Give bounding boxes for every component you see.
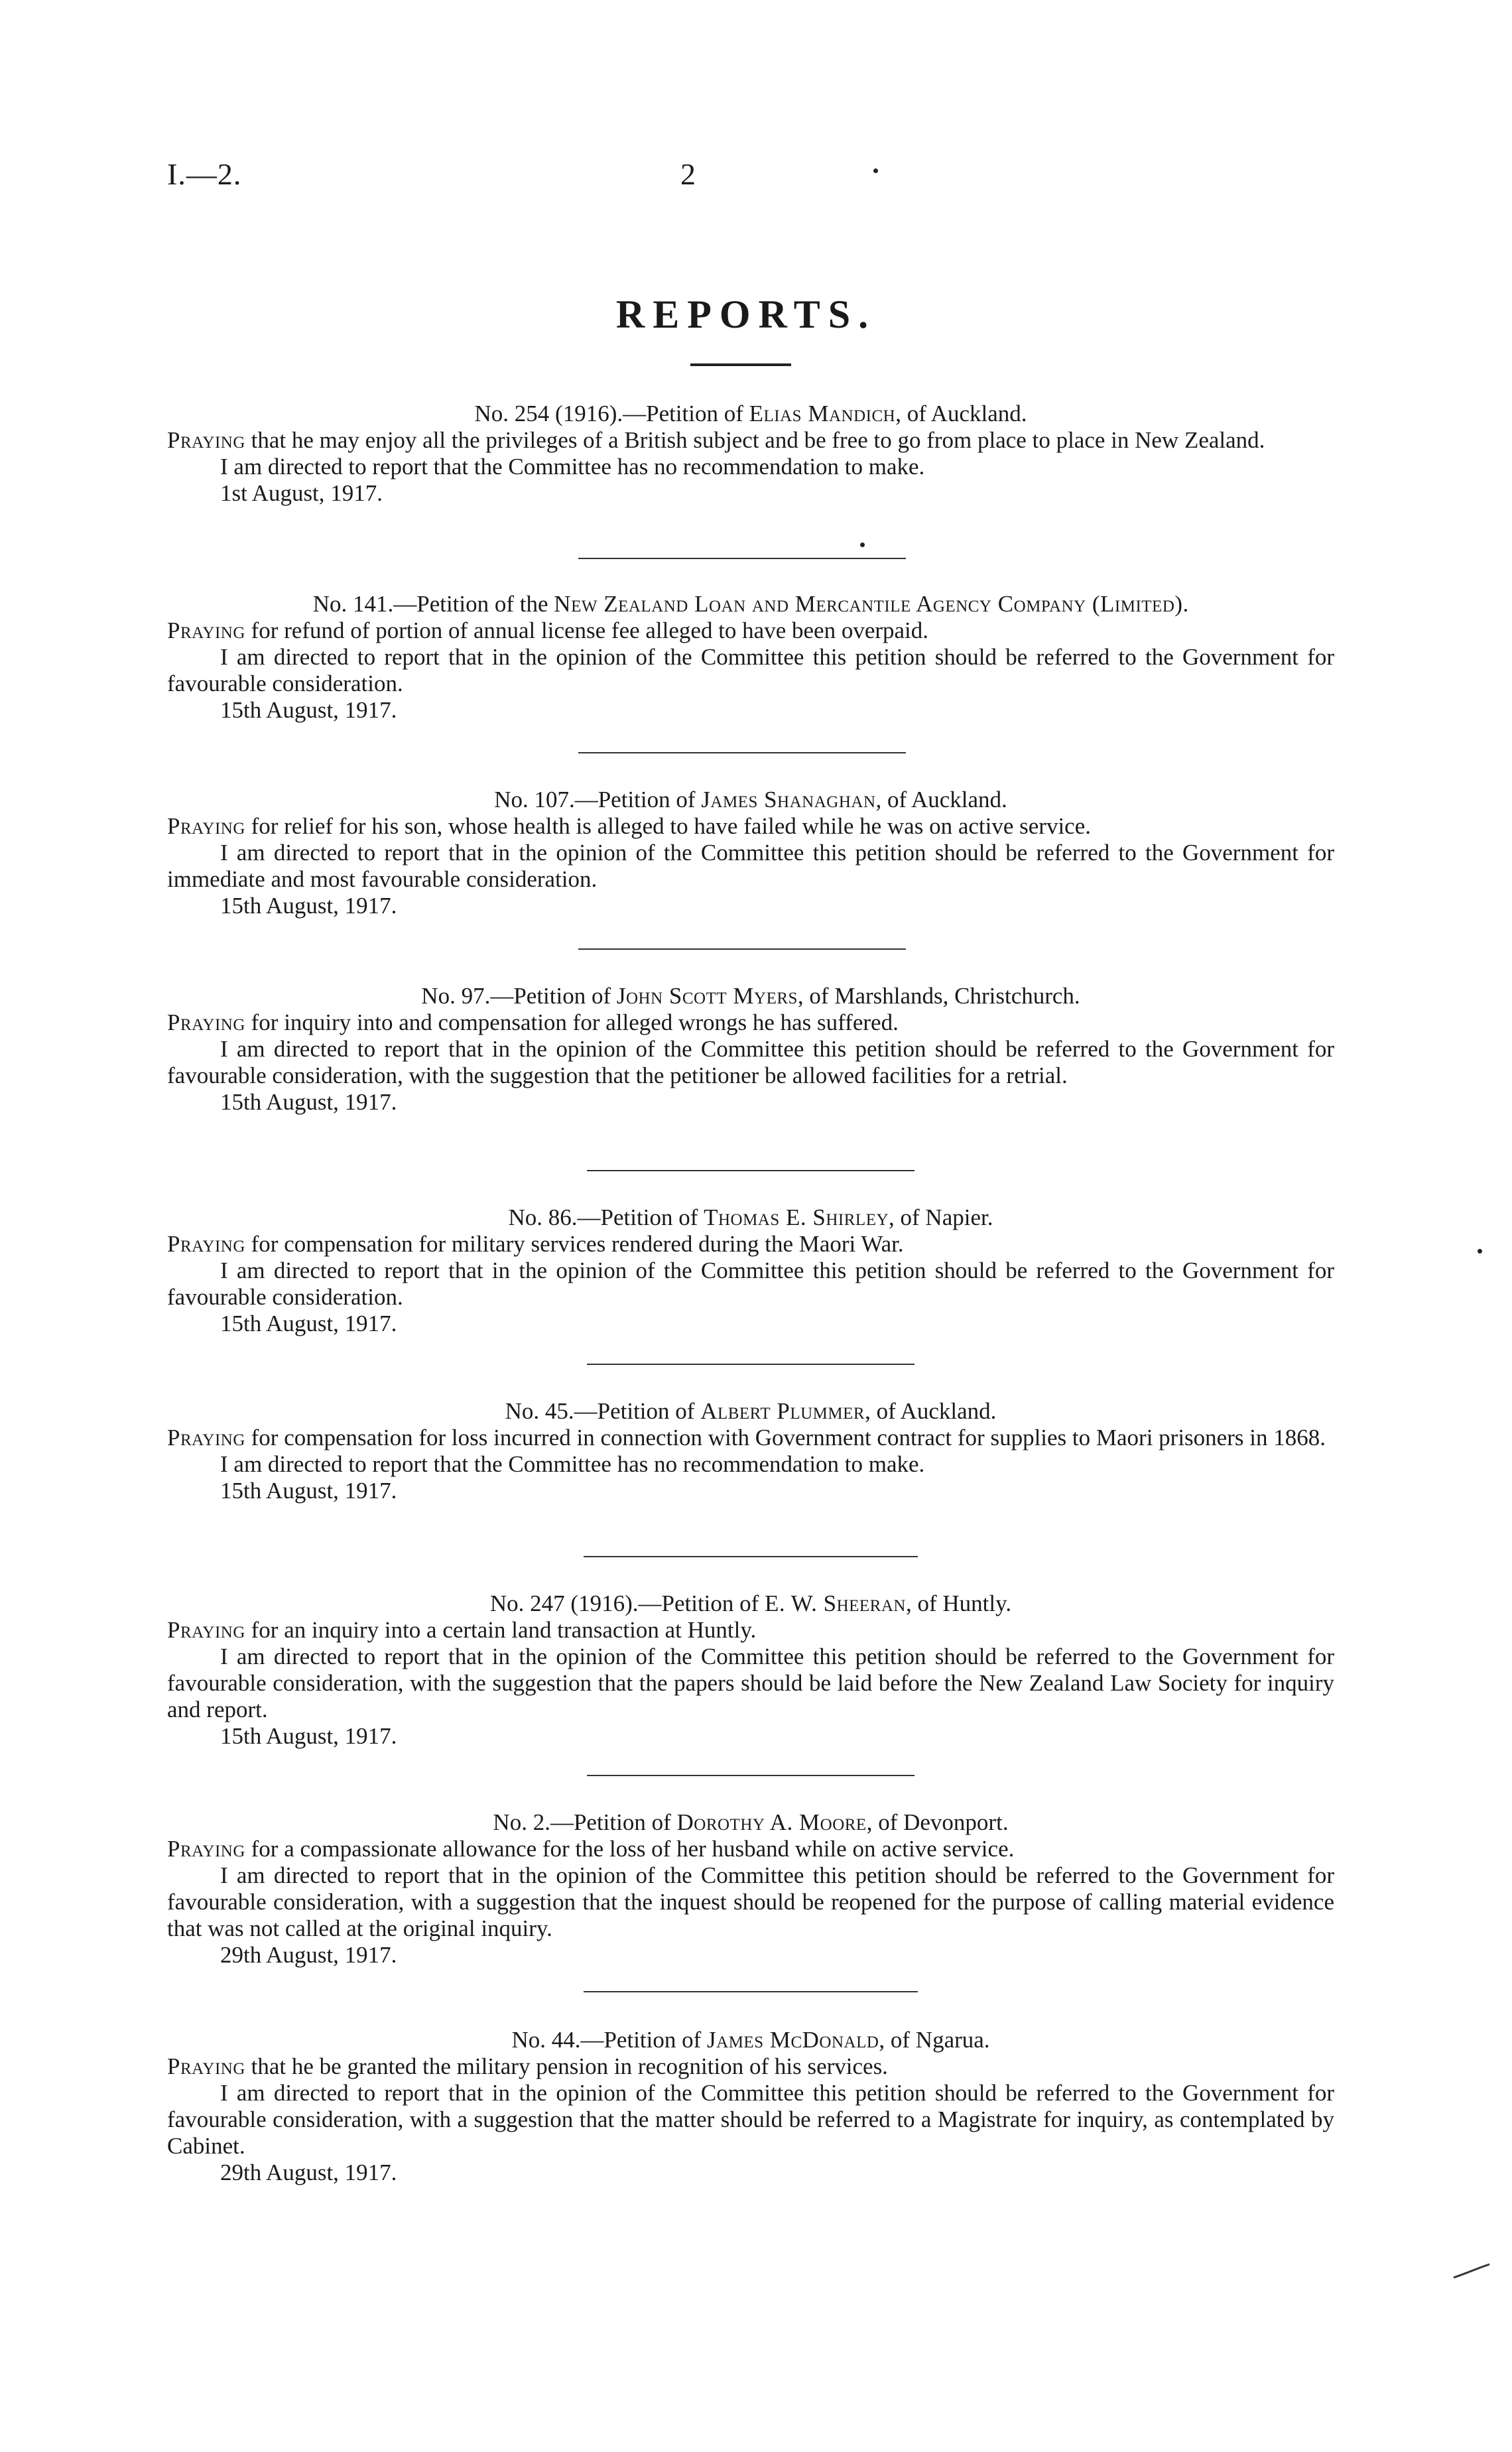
petition-entry [167,1809,1334,1968]
petitioner-name: John Scott Myers [616,983,798,1009]
scan-speck [1478,1249,1482,1254]
committee-report: I am directed to report that in the opinion of the Committee this petition should be referred to the Government for favourable consideration, with a suggestion that the inquest should be reopened for the purpose of calling material evidence that was not called at the original inquiry. [167,1862,1334,1941]
report-date: 15th August, 1917. [220,1478,397,1504]
petitioner-name: James Shanaghan [701,787,876,812]
petition-prayer: Praying for a compassionate allowance for the loss of her husband while on active service. [167,1836,1015,1862]
petition-entry [167,983,1334,1116]
committee-report: I am directed to report that the Committee has no recommendation to make. [220,1451,925,1477]
entry-divider [587,1170,914,1171]
committee-report: I am directed to report that in the opinion of the Committee this petition should be referred to the Government for favourable consideration, with a suggestion that the matter should be referred to a Magistrate for inquiry, as contemplated by Cabinet. [167,2080,1334,2159]
report-date: 15th August, 1917. [220,1089,397,1115]
entry-divider [578,558,906,559]
entry-divider [584,1991,918,1992]
petitioner-name: James McDonald [707,2027,879,2053]
scan-speck [873,168,878,173]
entry-divider [584,1556,918,1557]
petition-prayer: Praying for an inquiry into a certain land transaction at Huntly. [167,1617,757,1643]
report-date: 15th August, 1917. [220,893,397,919]
petition-entry [167,1398,1334,1504]
petitioner-name: Albert Plummer [700,1398,865,1424]
report-date: 29th August, 1917. [220,2160,397,2185]
petition-heading: No. 44.—Petition of James McDonald, of Ngarua. [511,2027,990,2053]
petition-prayer: Praying for refund of portion of annual license fee alleged to have been overpaid. [167,617,929,643]
petition-heading: No. 107.—Petition of James Shanaghan, of Auckland. [494,787,1007,812]
petition-heading: No. 2.—Petition of Dorothy A. Moore, of Devonport. [493,1809,1009,1835]
page-title: REPORTS. [615,292,877,336]
entry-divider [578,948,906,950]
committee-report: I am directed to report that the Committee has no recommendation to make. [220,454,925,480]
report-date: 29th August, 1917. [220,1942,397,1968]
petition-entry [167,787,1334,919]
committee-report: I am directed to report that in the opinion of the Committee this petition should be referred to the Government for favourable consideration, with the suggestion that the petitioner be allowed facilities for a retrial. [167,1036,1334,1088]
petitioner-name: Elias Mandich [749,401,896,426]
petition-heading: No. 247 (1916).—Petition of E. W. Sheeran, of Huntly. [489,1590,1012,1616]
petition-prayer: Praying for compensation for loss incurred in connection with Government contract for supplies to Maori prisoners in 1868. [167,1425,1326,1451]
petition-entry [167,1204,1334,1337]
petition-heading: No. 86.—Petition of Thomas E. Shirley, of Napier. [508,1204,993,1230]
entry-divider [587,1364,914,1365]
document-reference: I.—2. [167,157,242,191]
petitioner-name: Thomas E. Shirley [704,1204,889,1230]
petition-entry [167,1590,1334,1750]
petition-prayer: Praying for compensation for military services rendered during the Maori War. [167,1231,904,1257]
title-rule [690,363,791,366]
report-date: 15th August, 1917. [220,697,397,723]
committee-report: I am directed to report that in the opinion of the Committee this petition should be referred to the Government for immediate and most favourable consideration. [167,840,1334,892]
committee-report: I am directed to report that in the opinion of the Committee this petition should be referred to the Government for favourable consideration. [167,1258,1334,1310]
entry-divider [587,1775,914,1776]
petitioner-name: Dorothy A. Moore [676,1809,867,1835]
report-date: 1st August, 1917. [220,480,383,506]
report-date: 15th August, 1917. [220,1311,397,1336]
petition-prayer: Praying for relief for his son, whose health is alleged to have failed while he was on active service. [167,813,1091,839]
petitioner-name: New Zealand Loan and Mercantile Agency Company (Limited) [554,591,1183,617]
committee-report: I am directed to report that in the opinion of the Committee this petition should be referred to the Government for favourable consideration, with the suggestion that the papers should be laid before the New Zealand Law Society for inquiry and report. [167,1644,1334,1722]
petition-heading: No. 141.—Petition of the New Zealand Loan and Mercantile Agency Company (Limited). [312,591,1189,617]
scan-stroke [1452,2262,1492,2282]
report-date: 15th August, 1917. [220,1723,397,1749]
petitioner-name: E. W. Sheeran [765,1590,906,1616]
petition-heading: No. 254 (1916).—Petition of Elias Mandich, of Auckland. [474,401,1027,426]
petition-entry [167,2027,1334,2186]
petition-heading: No. 45.—Petition of Albert Plummer, of Auckland. [505,1398,997,1424]
entry-divider [578,752,906,753]
committee-report: I am directed to report that in the opinion of the Committee this petition should be referred to the Government for favourable consideration. [167,644,1334,696]
petition-prayer: Praying that he may enjoy all the privileges of a British subject and be free to go from place to place in New Zealand. [167,427,1265,453]
petition-entry [167,401,1334,507]
page-number: 2 [680,157,696,191]
petition-heading: No. 97.—Petition of John Scott Myers, of Marshlands, Christchurch. [421,983,1080,1009]
petition-entry [167,591,1334,724]
petition-prayer: Praying that he be granted the military pension in recognition of his services. [167,2053,888,2079]
petition-prayer: Praying for inquiry into and compensation for alleged wrongs he has suffered. [167,1009,899,1035]
scan-speck [860,543,865,547]
